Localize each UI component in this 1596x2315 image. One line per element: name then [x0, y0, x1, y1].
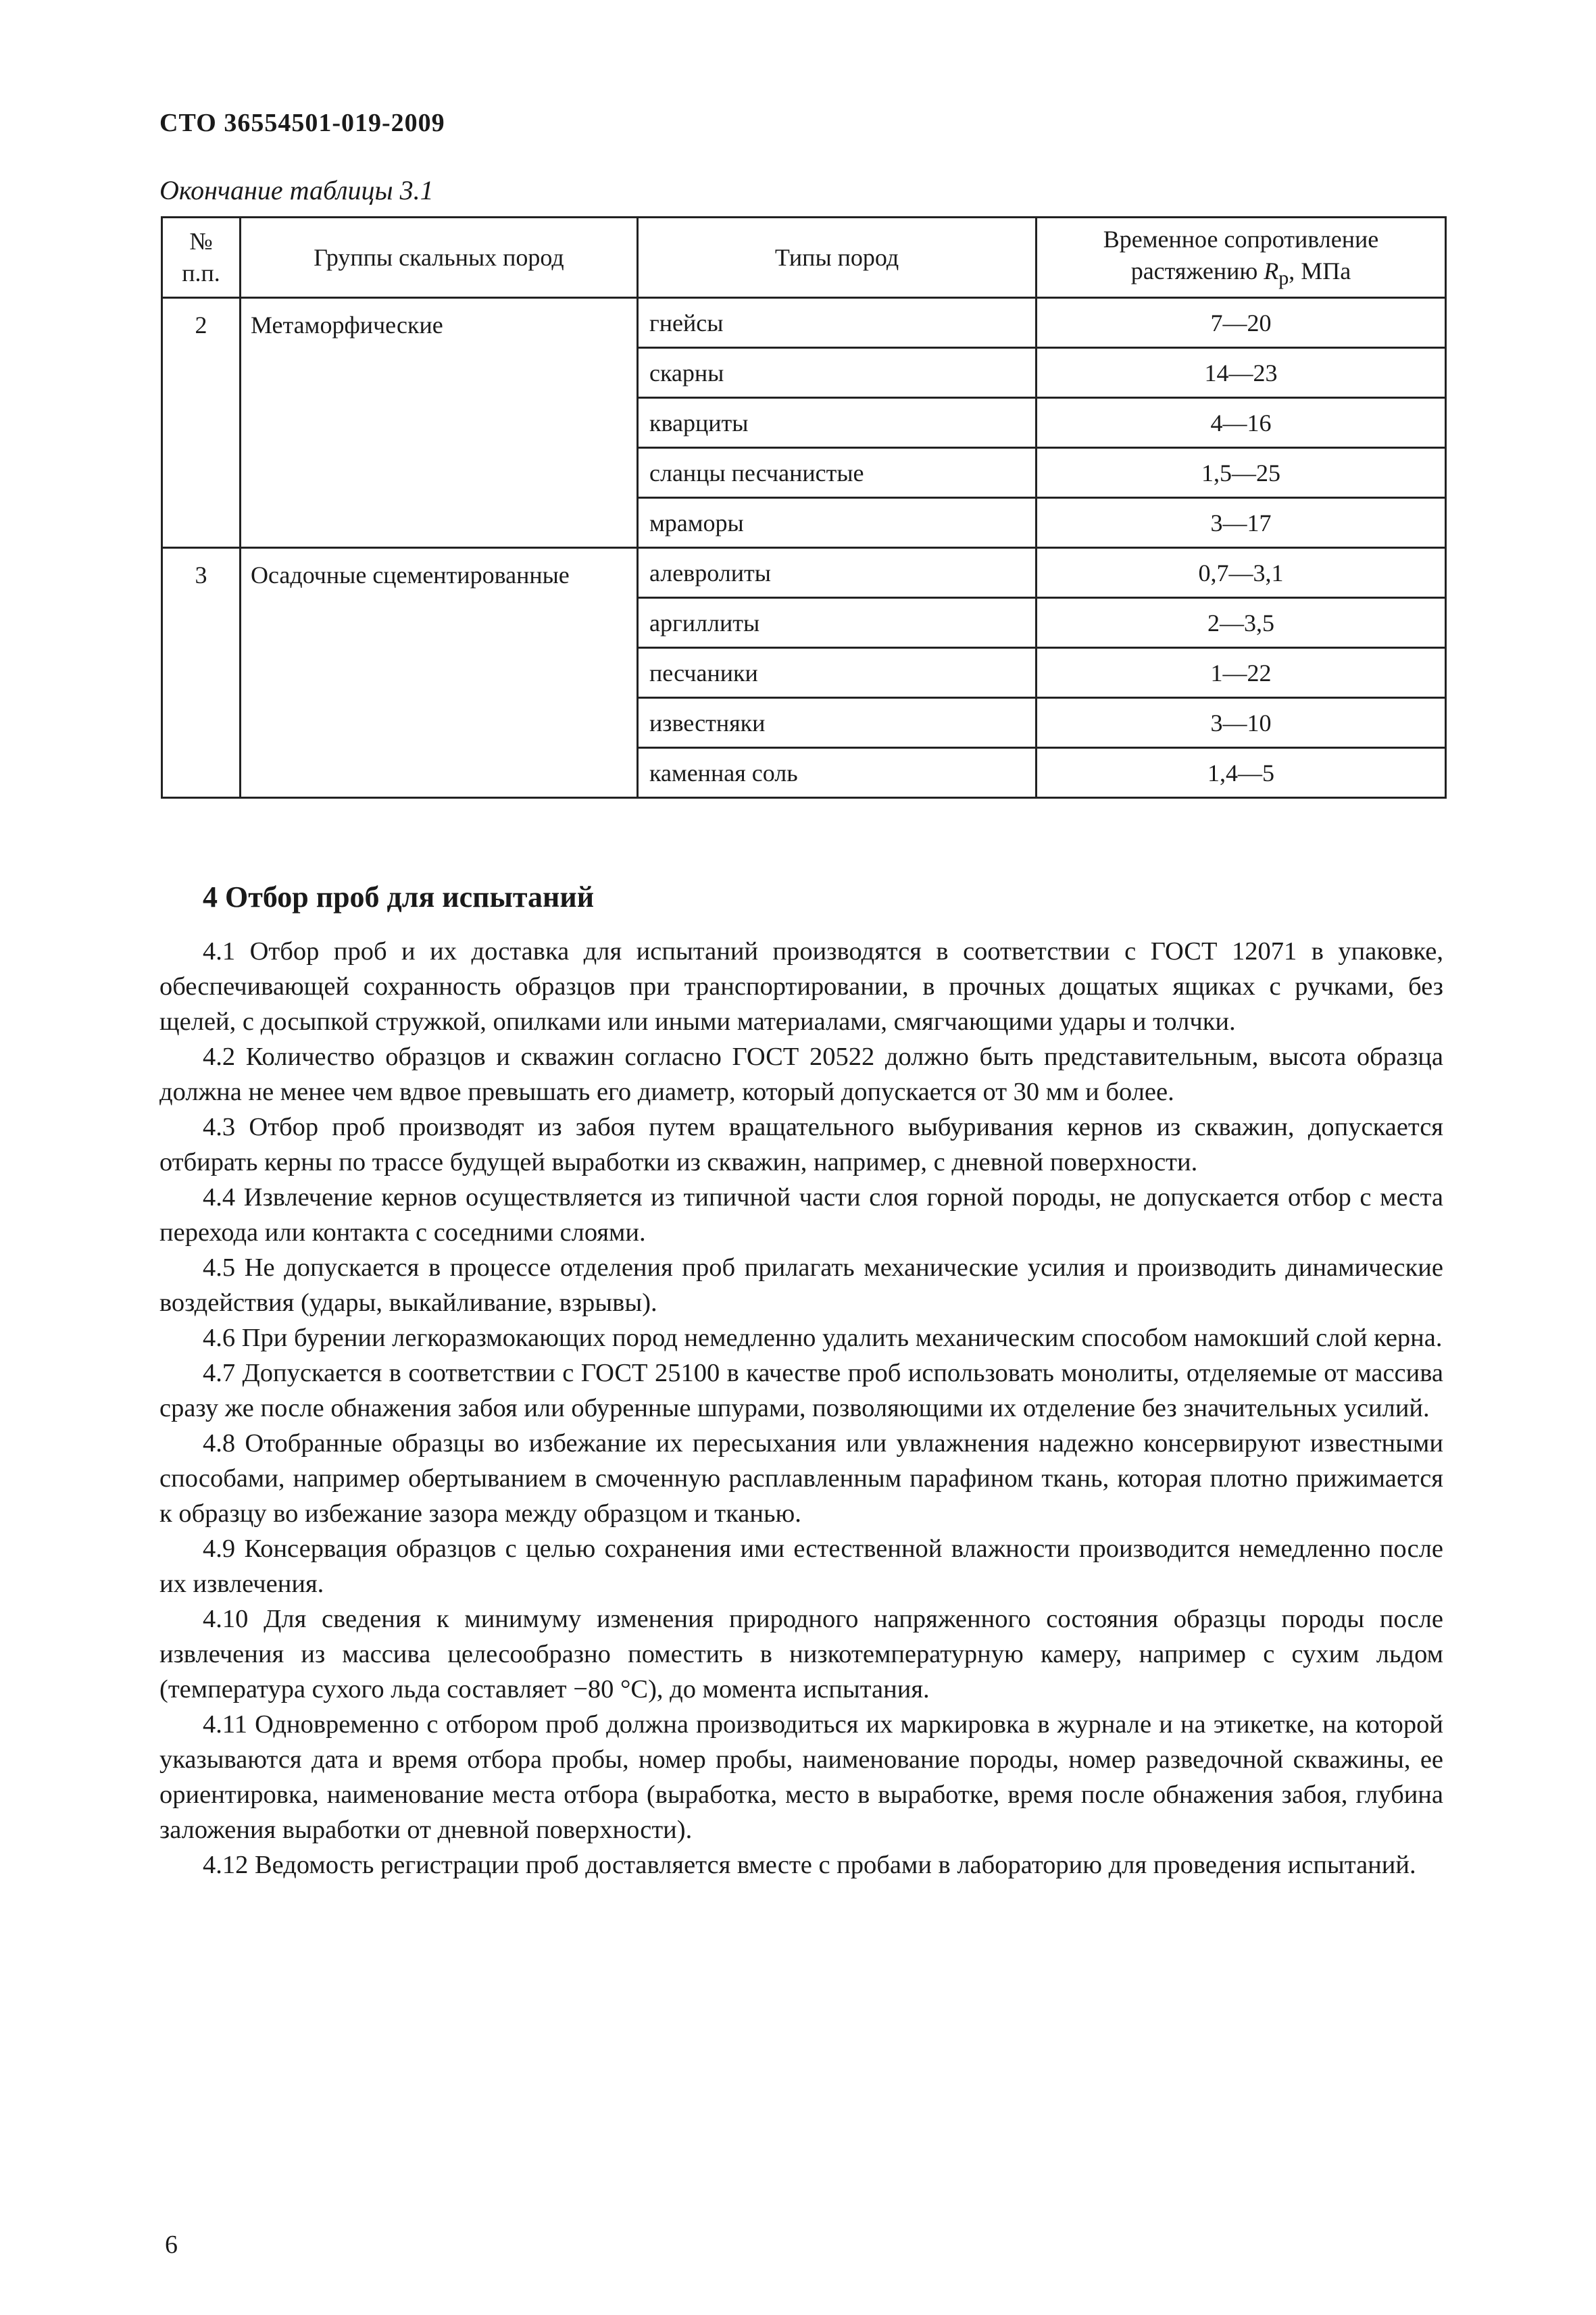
strength-value: 4—16 — [1037, 398, 1446, 448]
paragraph-4-8: 4.8 Отобранные образцы во избежание их пересыхания или увлажнения надежно консервируют известными способами, например обертыванием в смоченную расплавленным парафином ткань, которая плотно прижимается к образцу во избежание зазора между образцом и тканью. — [159, 1429, 1443, 1528]
strength-value: 3—17 — [1037, 498, 1446, 548]
strength-value: 7—20 — [1037, 298, 1446, 348]
header-strength — [1037, 218, 1446, 298]
header-strength-sub: p — [1278, 266, 1289, 289]
table-row — [162, 298, 1446, 348]
header-strength-prefix: растяжению — [1130, 257, 1264, 284]
header-num-line1: № — [189, 228, 213, 255]
group-num: 2 — [162, 298, 241, 548]
paragraph-4-1: 4.1 Отбор проб и их доставка для испытаний производятся в соответствии с ГОСТ 12071 в упаковке, обеспечивающей сохранность образцов при транспортировании, в прочных дощатых ящиках с ручками, без щелей, с досыпкой стружкой, опилками или иными материалами, смягчающими удары и толчки. — [159, 937, 1443, 1036]
section-body — [159, 934, 1443, 1883]
page-number: 6 — [165, 2231, 178, 2259]
section-title: 4 Отбор проб для испытаний — [203, 880, 595, 914]
strength-value: 1,4—5 — [1037, 748, 1446, 798]
header-num — [162, 218, 241, 298]
rock-type: гнейсы — [638, 298, 1037, 348]
table-row — [162, 548, 1446, 598]
header-group: Группы скальных пород — [241, 218, 638, 298]
paragraph-4-12: 4.12 Ведомость регистрации проб доставляется вместе с пробами в лабораторию для проведения испытаний. — [203, 1851, 1416, 1879]
paragraph-4-4: 4.4 Извлечение кернов осуществляется из типичной части слоя горной породы, не допускается отбор с места перехода или контакта с соседними слоями. — [159, 1183, 1443, 1247]
header-type: Типы пород — [638, 218, 1037, 298]
paragraph-4-3: 4.3 Отбор проб производят из забоя путем вращательного выбуривания кернов из скважин, допускается отбирать керны по трассе будущей выработки из скважин, например, с дневной поверхности. — [159, 1113, 1443, 1176]
rock-type: известняки — [638, 698, 1037, 748]
rock-type: алевролиты — [638, 548, 1037, 598]
rock-type: аргиллиты — [638, 598, 1037, 648]
paragraph-4-9: 4.9 Консервация образцов с целью сохранения ими естественной влажности производится немедленно после их извлечения. — [159, 1535, 1443, 1598]
strength-value: 2—3,5 — [1037, 598, 1446, 648]
rock-type: каменная соль — [638, 748, 1037, 798]
table-caption: Окончание таблицы 3.1 — [159, 175, 434, 205]
header-strength-symbol: R — [1264, 257, 1279, 284]
rock-type: кварциты — [638, 398, 1037, 448]
paragraph-4-11: 4.11 Одновременно с отбором проб должна производиться их маркировка в журнале и на этикетке, на которой указываются дата и время отбора пробы, номер пробы, наименование породы, номер разведочной скважины, ее ориентировка, наименование места отбора (выработка, место в выработке, время после обнажения забоя, глубина заложения выработки от дневной поверхности). — [159, 1710, 1443, 1844]
paragraph-4-5: 4.5 Не допускается в процессе отделения проб прилагать механические усилия и производить динамические воздействия (удары, выкайливание, взрывы). — [159, 1253, 1443, 1317]
group-num: 3 — [162, 548, 241, 798]
paragraph-4-10: 4.10 Для сведения к минимуму изменения природного напряженного состояния образцы породы после извлечения из массива целесообразно поместить в низкотемпературную камеру, например с сухим льдом (температура сухого льда составляет −80 °С), до момента испытания. — [159, 1605, 1443, 1703]
strength-value: 0,7—3,1 — [1037, 548, 1446, 598]
paragraph-4-7: 4.7 Допускается в соответствии с ГОСТ 25100 в качестве проб использовать монолиты, отделяемые от массива сразу же после обнажения забоя или обуренные шпурами, позволяющими их отделение без значительных усилий. — [159, 1359, 1443, 1422]
strength-value: 14—23 — [1037, 348, 1446, 398]
header-strength-suffix: , МПа — [1289, 257, 1351, 284]
rock-strength-table — [161, 216, 1447, 799]
rock-type: скарны — [638, 348, 1037, 398]
paragraph-4-2: 4.2 Количество образцов и скважин согласно ГОСТ 20522 должно быть представительным, высота образца должна не менее чем вдвое превышать его диаметр, который допускается от 30 мм и более. — [159, 1043, 1443, 1106]
paragraph-4-6: 4.6 При бурении легкоразмокающих пород немедленно удалить механическим способом намокший слой керна. — [203, 1324, 1443, 1352]
group-name: Метаморфические — [241, 298, 638, 548]
header-strength-line1: Временное сопротивление — [1103, 226, 1379, 253]
table-header-row — [162, 218, 1446, 298]
strength-value: 1,5—25 — [1037, 448, 1446, 498]
group-name: Осадочные сцементированные — [241, 548, 638, 798]
header-num-line2: п.п. — [182, 259, 220, 287]
rock-type: песчаники — [638, 648, 1037, 698]
strength-value: 1—22 — [1037, 648, 1446, 698]
strength-value: 3—10 — [1037, 698, 1446, 748]
rock-type: сланцы песчанистые — [638, 448, 1037, 498]
document-code: СТО 36554501-019-2009 — [159, 109, 445, 137]
rock-type: мраморы — [638, 498, 1037, 548]
